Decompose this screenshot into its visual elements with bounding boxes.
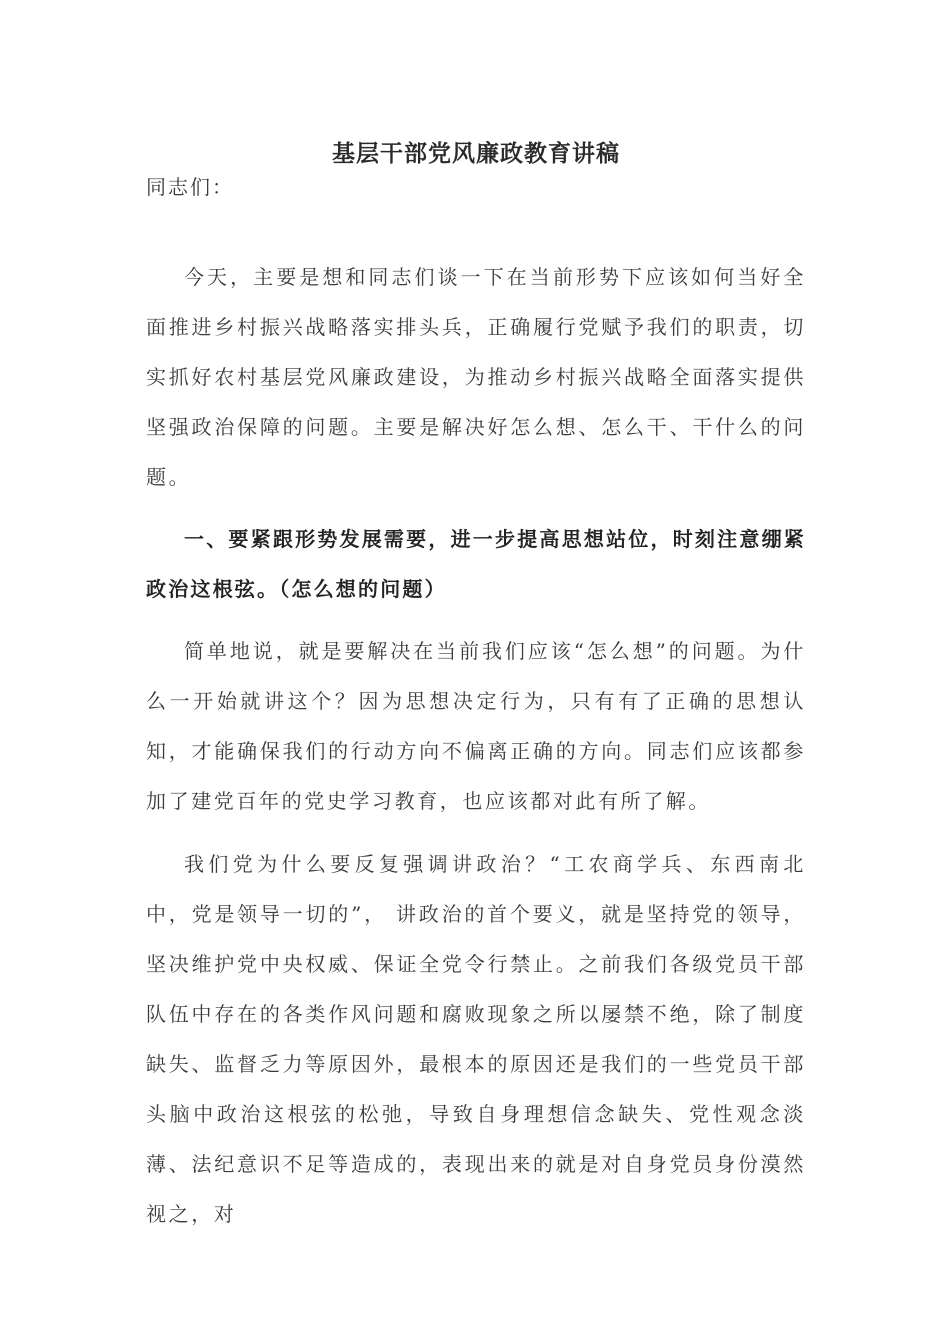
- paragraph-politics: 我们党为什么要反复强调讲政治？“工农商学兵、东西南北中，党是领导一切的”， 讲政治的首个要义，就是坚持党的领导，坚决维护党中央权威、保证全党令行禁止。之前我们各级党员干部队伍中存在的各类作风问题和腐败现象之所以屡禁不绝，除了制度缺失、监督乏力等原因外，最根本的原因还是我们的一些党员干部头脑中政治这根弦的松弛，导致自身理想信念缺失、党性观念淡薄、法纪意识不足等造成的，表现出来的就是对自身党员身份漠然视之，对: [146, 852, 806, 1226]
- section-heading-1: 一、要紧跟形势发展需要，进一步提高思想站位，时刻注意绷紧政治这根弦。（怎么想的问题）: [146, 527, 806, 601]
- paragraph-how-to-think: 简单地说，就是要解决在当前我们应该“怎么想”的问题。为什么一开始就讲这个？因为思想决定行为，只有有了正确的思想认知，才能确保我们的行动方向不偏离正确的方向。同志们应该都参加了建党百年的党史学习教育，也应该都对此有所了解。: [146, 639, 806, 813]
- salutation: 同志们：: [146, 175, 234, 199]
- document-title: 基层干部党风廉政教育讲稿: [332, 140, 620, 167]
- paragraph-intro: 今天，主要是想和同志们谈一下在当前形势下应该如何当好全面推进乡村振兴战略落实排头兵，正确履行党赋予我们的职责，切实抓好农村基层党风廉政建设，为推动乡村振兴战略全面落实提供坚强政治保障的问题。主要是解决好怎么想、怎么干、干什么的问题。: [146, 265, 806, 489]
